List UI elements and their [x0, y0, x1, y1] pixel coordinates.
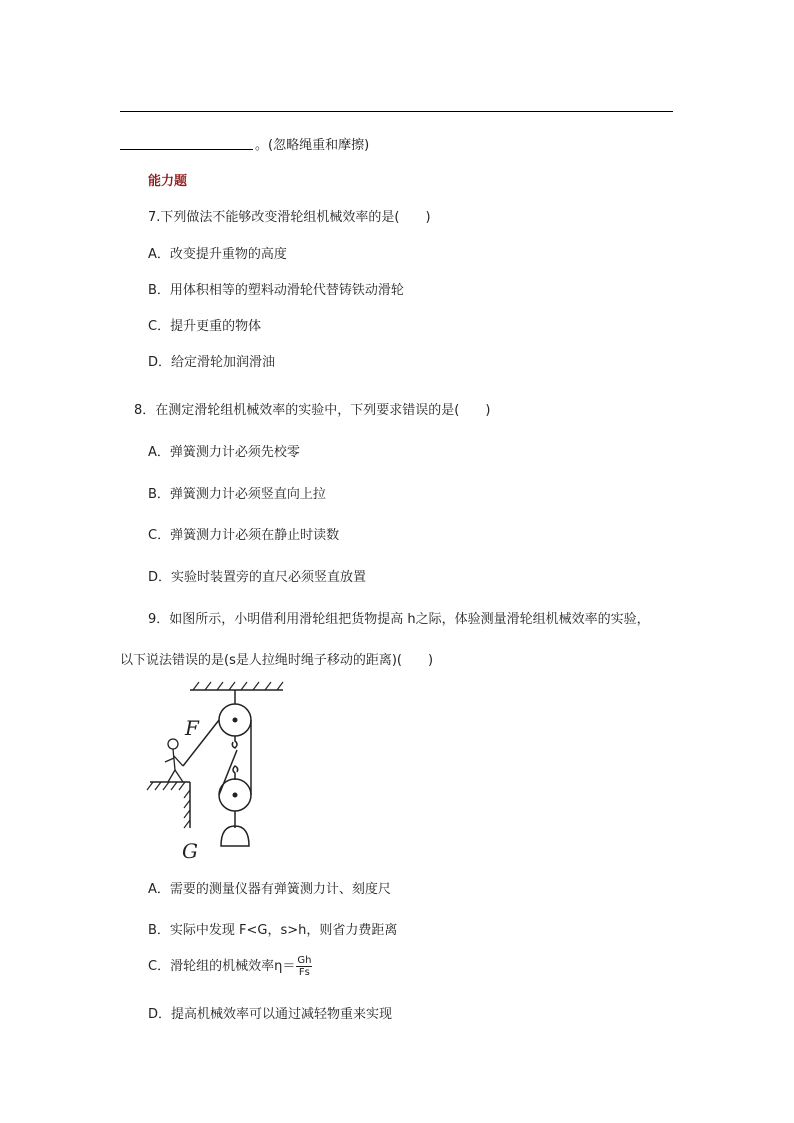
q8-option-c: C．弹簧测力计必须在静止时读数 — [148, 528, 340, 543]
section-title: 能力题 — [148, 174, 188, 189]
efficiency-fraction — [296, 955, 312, 978]
blank-suffix: 。(忽略绳重和摩擦) — [255, 138, 370, 153]
pulley-figure — [145, 678, 295, 868]
q9-option-a: A．需要的测量仪器有弹簧测力计、刻度尺 — [148, 882, 391, 897]
answer-line-top — [120, 111, 673, 112]
fraction-denominator: Fs — [298, 967, 310, 978]
ceiling-hatch — [193, 682, 283, 690]
q7-option-c: C．提升更重的物体 — [148, 319, 262, 334]
weight-load — [221, 826, 249, 846]
weight-label: G — [182, 839, 198, 863]
q8-option-b: B．弹簧测力计必须竖直向上拉 — [148, 487, 326, 502]
q8-option-a: A．弹簧测力计必须先校零 — [148, 445, 300, 460]
q9-option-b: B．实际中发现 F<G，s>h，则省力费距离 — [148, 923, 398, 938]
q9-stem-line2: 以下说法错误的是(s是人拉绳时绳子移动的距离)( ) — [120, 653, 434, 668]
person-icon — [165, 739, 183, 782]
q8-option-d: D．实验时装置旁的直尺必须竖直放置 — [148, 570, 367, 585]
q7-stem: 7.下列做法不能够改变滑轮组机械效率的是( ) — [148, 210, 431, 225]
q9-option-d: D．提高机械效率可以通过减轻物重来实现 — [148, 1007, 393, 1022]
q9-option-c-text: C．滑轮组的机械效率η＝ — [148, 959, 296, 974]
q8-stem: 8．在测定滑轮组机械效率的实验中，下列要求错误的是( ) — [134, 403, 491, 418]
q7-option-b: B．用体积相等的塑料动滑轮代替铸铁动滑轮 — [148, 283, 404, 298]
fraction-numerator: Gh — [297, 955, 312, 966]
q9-stem-line1: 9．如图所示，小明借利用滑轮组把货物提高 h之际，体验测量滑轮组机械效率的实验， — [148, 612, 650, 627]
q7-option-d: D．给定滑轮加润滑油 — [148, 355, 276, 370]
force-label: F — [185, 716, 199, 740]
q9-option-c — [148, 955, 312, 978]
ledge-hatch — [147, 782, 190, 828]
answer-blank — [120, 149, 253, 150]
q7-option-a: A．改变提升重物的高度 — [148, 247, 287, 262]
